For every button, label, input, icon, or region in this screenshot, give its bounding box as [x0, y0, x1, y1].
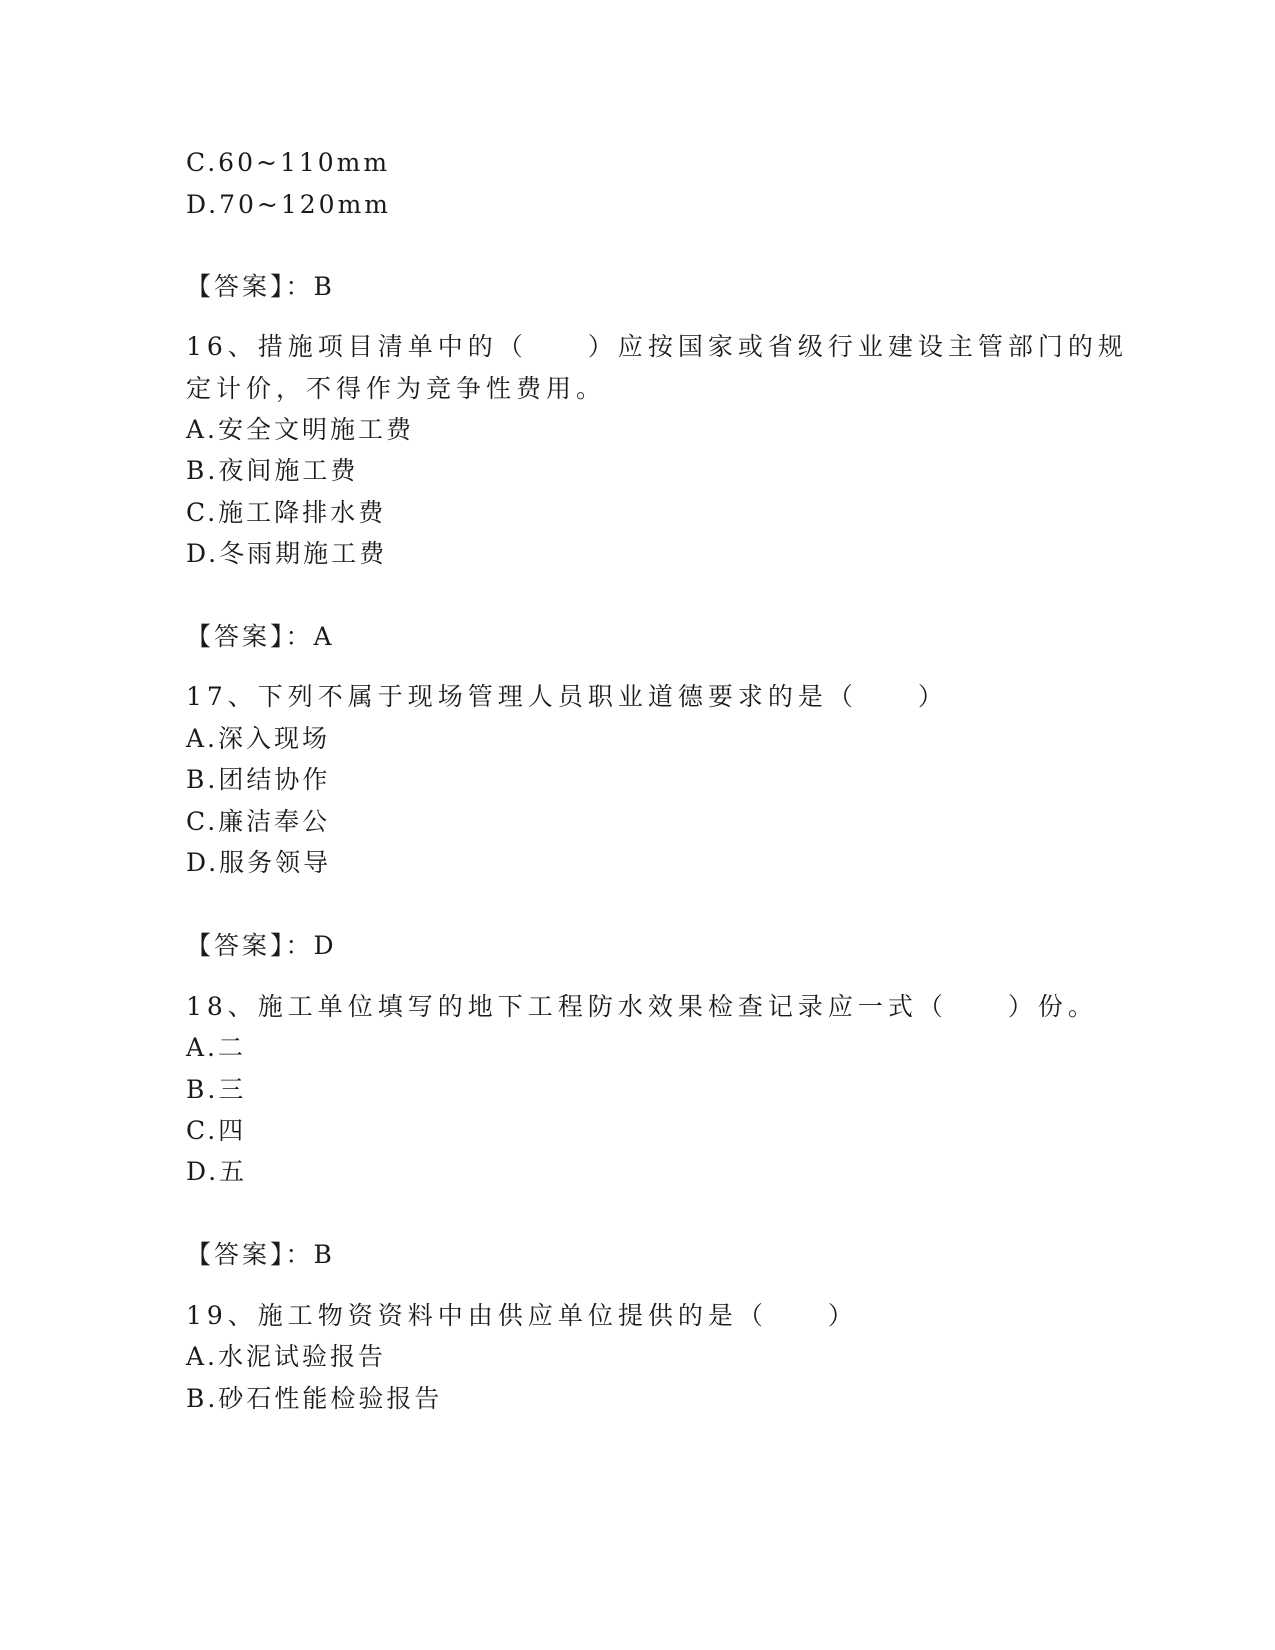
q16-option-c: C.施工降排水费	[186, 498, 387, 527]
q19-option-b: B.砂石性能检验报告	[186, 1384, 443, 1413]
q16-question-line2: 定计价，不得作为竞争性费用。	[186, 374, 607, 403]
q17-option-a: A.深入现场	[186, 724, 331, 753]
q18-answer: 【答案】：B	[186, 1240, 335, 1269]
q16-option-d: D.冬雨期施工费	[186, 539, 388, 568]
q18-question: 18、施工单位填写的地下工程防水效果检查记录应一式（ ）份。	[186, 992, 1098, 1021]
q15-option-d: D.70~120mm	[186, 190, 391, 219]
q15-answer: 【答案】：B	[186, 272, 335, 301]
q18-option-b: B.三	[186, 1075, 247, 1104]
q16-question-line1: 16、措施项目清单中的（ ）应按国家或省级行业建设主管部门的规	[186, 332, 1128, 361]
q18-option-a: A.二	[186, 1033, 247, 1062]
q17-option-b: B.团结协作	[186, 765, 331, 794]
q15-option-c: C.60~110mm	[186, 148, 391, 177]
q18-option-c: C.四	[186, 1116, 247, 1145]
q16-answer: 【答案】：A	[186, 622, 335, 651]
q17-option-c: C.廉洁奉公	[186, 807, 331, 836]
q17-question: 17、下列不属于现场管理人员职业道德要求的是（ ）	[186, 682, 948, 711]
q18-option-d: D.五	[186, 1157, 248, 1186]
q16-option-a: A.安全文明施工费	[186, 415, 415, 444]
q19-question: 19、施工物资资料中由供应单位提供的是（ ）	[186, 1301, 858, 1330]
q17-answer: 【答案】：D	[186, 931, 337, 960]
q16-option-b: B.夜间施工费	[186, 456, 359, 485]
q17-option-d: D.服务领导	[186, 848, 332, 877]
q19-option-a: A.水泥试验报告	[186, 1342, 387, 1371]
